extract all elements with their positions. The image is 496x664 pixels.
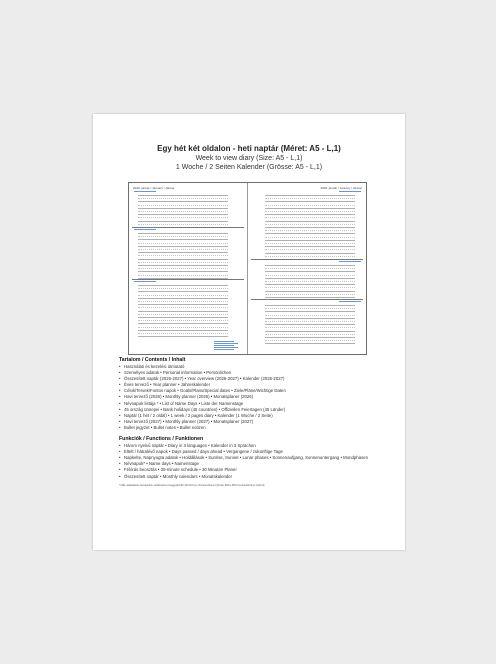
ruled-line	[138, 262, 228, 263]
ruled-line	[138, 208, 228, 209]
ruled-line	[265, 284, 355, 285]
ruled-line	[265, 256, 355, 257]
ruled-line	[265, 268, 355, 269]
ruled-line	[138, 259, 228, 260]
ruled-line	[265, 343, 355, 344]
day-label-mark	[134, 281, 156, 282]
ruled-line	[138, 323, 228, 324]
ruled-line	[265, 217, 355, 218]
ruled-line	[138, 221, 228, 222]
list-item: • Éves tervező • Year planner • Jahreskalender	[119, 382, 384, 388]
sheet-header	[93, 144, 405, 172]
ruled-line	[265, 237, 355, 238]
list-item: • Havi tervező (2026) • Monthly planner (2026) • Monatsplaner (2026)	[119, 394, 384, 400]
contents-section	[119, 357, 384, 488]
day-label-mark	[339, 301, 361, 302]
ruled-line	[138, 239, 228, 240]
ruled-line	[265, 211, 355, 212]
ruled-line	[138, 214, 228, 215]
ruled-line	[265, 308, 355, 309]
ruled-line	[265, 208, 355, 209]
list-item: • Névnapok* • Name days • Namenstage	[119, 461, 384, 467]
ruled-line	[138, 333, 228, 334]
ruled-line	[138, 314, 228, 315]
ruled-line	[138, 320, 228, 321]
ruled-line	[265, 337, 355, 338]
footnote: * MÁL alapadatok névnapokra, tartalmazza a leggyakoribb 100 férfi és női keresztnevet (forrás: Bölcs-MTA Nyelvtudományi Intézet).	[119, 483, 266, 487]
list-item: • Eltelt / hátralévő napok • Days passed / days ahead • Vergangene / zukünftige Tage	[119, 449, 384, 455]
ruled-line	[138, 201, 228, 202]
ruled-line	[138, 246, 228, 247]
ruled-line	[138, 301, 228, 302]
ruled-line	[138, 285, 228, 286]
functions-list	[119, 443, 384, 480]
ruled-line	[265, 311, 355, 312]
ruled-line	[265, 230, 355, 231]
ruled-line	[138, 336, 228, 337]
day-separator	[132, 279, 244, 280]
ruled-line	[138, 307, 228, 308]
ruled-line	[265, 265, 355, 266]
ruled-line	[138, 330, 228, 331]
ruled-line	[138, 265, 228, 266]
right-page-header: 2026. január / January / Januar	[320, 186, 362, 190]
mini-calendar-row	[214, 343, 238, 344]
day-label-mark	[134, 191, 156, 192]
list-item: • Használati és kezelési útmutató	[119, 364, 384, 370]
ruled-line	[138, 288, 228, 289]
list-item: • Névnapok listája * • List of Name Days • Liste der Namenstage	[119, 401, 384, 407]
ruled-line	[265, 334, 355, 335]
ruled-line	[265, 297, 355, 298]
list-item: • Havi tervező (2027) • Monthly planner (2027) • Monatsplaner (2027)	[119, 419, 384, 425]
ruled-line	[138, 205, 228, 206]
ruled-line	[138, 195, 228, 196]
ruled-line	[265, 321, 355, 322]
sheet-subtitle-de: 1 Woche / 2 Seiten Kalender (Grösse: A5 - L,1)	[175, 164, 323, 171]
list-item: • Naptár (1 hét / 2 oldal) • 1 week / 2 pages diary • Kalender (1 Woche / 2 Seite)	[119, 413, 384, 419]
day-separator	[132, 227, 244, 228]
ruled-line	[138, 243, 228, 244]
product-sheet	[93, 114, 405, 550]
ruled-line	[265, 246, 355, 247]
ruled-line	[265, 291, 355, 292]
ruled-line	[138, 268, 228, 269]
mini-calendar-row	[214, 345, 234, 346]
ruled-line	[138, 252, 228, 253]
diary-left-page	[132, 183, 244, 354]
ruled-line	[265, 253, 355, 254]
ruled-line	[265, 198, 355, 199]
ruled-line	[265, 205, 355, 206]
ruled-line	[138, 211, 228, 212]
ruled-line	[265, 278, 355, 279]
ruled-line	[138, 236, 228, 237]
ruled-line	[138, 233, 228, 234]
ruled-line	[265, 327, 355, 328]
day-label-mark	[339, 261, 361, 262]
ruled-line	[265, 227, 355, 228]
day-separator	[251, 299, 363, 300]
list-item: • Bullet jegyzet • Bullet notes • Bullet notizen	[119, 425, 384, 431]
ruled-line	[265, 249, 355, 250]
ruled-line	[265, 214, 355, 215]
sheet-title: Egy hét két oldalon - heti naptár (Méret: A5 - L,1)	[157, 144, 341, 153]
ruled-line	[265, 240, 355, 241]
ruled-line	[265, 281, 355, 282]
ruled-line	[138, 275, 228, 276]
ruled-line	[265, 318, 355, 319]
functions-title: Funkciók / Functions / Funktionen	[119, 436, 204, 443]
ruled-line	[138, 217, 228, 218]
mini-calendar	[214, 341, 240, 351]
mini-calendar-row	[214, 349, 234, 350]
list-item: • Napkelte, Napnyugta adatok • Holdállások • Sunrise, Sunset • Lunar phases • Sonnenaufgang, Sonnenuntergang • Mondphasen	[119, 455, 384, 461]
diary-spread-preview	[128, 182, 367, 355]
contents-title: Tartalom / Contents / Inhalt	[119, 357, 186, 363]
ruled-line	[138, 224, 228, 225]
ruled-line	[138, 198, 228, 199]
ruled-line	[138, 255, 228, 256]
mini-calendar-row	[214, 341, 234, 342]
contents-list	[119, 364, 384, 431]
ruled-line	[265, 340, 355, 341]
ruled-line	[265, 243, 355, 244]
ruled-line	[138, 327, 228, 328]
diary-spine	[247, 183, 248, 354]
left-page-header: 2026. január / January / Januar	[133, 186, 175, 190]
ruled-line	[138, 317, 228, 318]
list-item: • 45 ország ünnepei • Bank holidays (45 countries) • Offiziellen Feiertagen (45 Länder)	[119, 407, 384, 413]
ruled-line	[265, 294, 355, 295]
diary-right-page	[251, 183, 363, 354]
day-separator	[251, 259, 363, 260]
ruled-line	[265, 275, 355, 276]
day-label-mark	[134, 229, 156, 230]
ruled-line	[138, 298, 228, 299]
list-item: • Összesített naptár • Monthly calendars • Monatskalender	[119, 474, 384, 480]
sheet-subtitle-en: Week to view diary (Size: A5 - L,1)	[195, 155, 303, 162]
ruled-line	[265, 271, 355, 272]
list-item: • Félórás beosztás • 30-minute schedule • 30 Minuten Planer	[119, 467, 384, 473]
list-item: • Három nyelvű naptár • Diary in 3 languages • Kalender in 3 Sprachen	[119, 443, 384, 449]
day-label-mark	[339, 191, 361, 192]
ruled-line	[138, 311, 228, 312]
ruled-line	[265, 221, 355, 222]
ruled-line	[265, 224, 355, 225]
ruled-line	[265, 201, 355, 202]
ruled-line	[138, 271, 228, 272]
ruled-line	[138, 295, 228, 296]
ruled-line	[265, 233, 355, 234]
ruled-line	[265, 305, 355, 306]
list-item: • Célok/Tervek/Fontos napok • Goals/Plans/Special dates • Ziele/Pläne/Wichtige Daten	[119, 388, 384, 394]
mini-calendar-row	[214, 347, 238, 348]
ruled-line	[138, 249, 228, 250]
ruled-line	[265, 324, 355, 325]
list-item: • Összesített naptár (2026-2027) • Year overview (2026-2027) • Kalender (2026-2027)	[119, 376, 384, 382]
ruled-line	[265, 331, 355, 332]
ruled-line	[265, 195, 355, 196]
ruled-line	[265, 287, 355, 288]
ruled-line	[138, 304, 228, 305]
ruled-line	[265, 315, 355, 316]
ruled-line	[138, 291, 228, 292]
list-item: • Személyes adatok • Personal information • Persönlichen	[119, 370, 384, 376]
